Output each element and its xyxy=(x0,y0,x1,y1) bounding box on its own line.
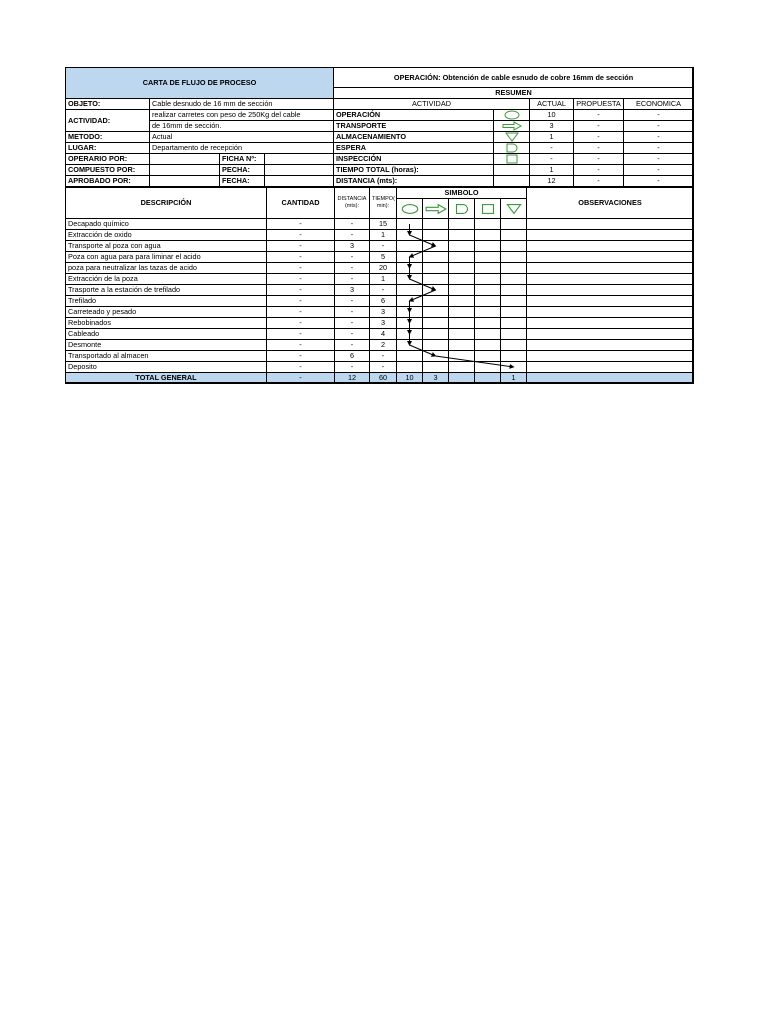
step-symbol-cell xyxy=(475,329,501,340)
step-symbol-cell xyxy=(423,307,449,318)
summary-transporte-economica: - xyxy=(624,121,694,132)
step-symbol-cell xyxy=(423,340,449,351)
symbol-column-operation xyxy=(397,199,423,219)
step-cantidad: - xyxy=(267,362,335,373)
step-symbol-cell xyxy=(475,362,501,373)
step-symbol-cell xyxy=(397,329,423,340)
step-distancia: - xyxy=(335,230,370,241)
symbol-column-transport xyxy=(423,199,449,219)
step-cantidad: - xyxy=(267,285,335,296)
table-row xyxy=(66,307,694,318)
summary-tiempo-total-horas-label: TIEMPO TOTAL (horas): xyxy=(334,165,494,176)
table-row xyxy=(66,274,694,285)
distancia-header xyxy=(335,187,370,219)
step-symbol-cell xyxy=(475,296,501,307)
table-row xyxy=(66,329,694,340)
step-symbol-cell xyxy=(423,230,449,241)
step-tiempo: 1 xyxy=(370,274,397,285)
step-symbol-cell xyxy=(501,241,527,252)
total-transporte: 3 xyxy=(423,373,449,384)
step-symbol-cell xyxy=(449,307,475,318)
summary-tiempo-total-horas-propuesta: - xyxy=(574,165,624,176)
process-flow-chart-sheet xyxy=(65,67,693,384)
step-symbol-cell xyxy=(475,340,501,351)
table-row xyxy=(66,362,694,373)
step-symbol-cell xyxy=(423,219,449,230)
step-cantidad: - xyxy=(267,318,335,329)
summary-distancia-mts-economica: - xyxy=(624,176,694,187)
total-distancia: 12 xyxy=(335,373,370,384)
step-symbol-cell xyxy=(475,318,501,329)
step-observaciones[interactable] xyxy=(527,318,694,329)
step-symbol-cell xyxy=(501,318,527,329)
step-cantidad: - xyxy=(267,263,335,274)
step-tiempo: 15 xyxy=(370,219,397,230)
summary-operaci-n-actual: 10 xyxy=(530,110,574,121)
step-symbol-cell xyxy=(475,241,501,252)
symbol-column-storage xyxy=(501,199,527,219)
step-distancia: - xyxy=(335,307,370,318)
step-symbol-cell xyxy=(475,285,501,296)
step-descripcion: Extracción de oxido xyxy=(66,230,267,241)
step-symbol-cell xyxy=(501,296,527,307)
step-observaciones[interactable] xyxy=(527,252,694,263)
summary-tiempo-total-horas-actual: 1 xyxy=(530,165,574,176)
step-symbol-cell xyxy=(475,219,501,230)
aprobado-label: APROBADO POR: xyxy=(66,176,150,187)
summary-distancia-mts-propuesta: - xyxy=(574,176,624,187)
step-symbol-cell xyxy=(501,219,527,230)
step-symbol-cell xyxy=(449,263,475,274)
steps-table xyxy=(65,186,694,384)
step-symbol-cell xyxy=(475,307,501,318)
step-descripcion: Cableado xyxy=(66,329,267,340)
step-symbol-cell xyxy=(397,241,423,252)
table-row xyxy=(66,241,694,252)
step-observaciones[interactable] xyxy=(527,241,694,252)
step-symbol-cell xyxy=(475,252,501,263)
step-symbol-cell xyxy=(449,296,475,307)
table-row xyxy=(66,296,694,307)
step-symbol-cell xyxy=(501,230,527,241)
step-symbol-cell xyxy=(449,274,475,285)
summary-actual-header: ACTUAL xyxy=(530,99,574,110)
step-observaciones[interactable] xyxy=(527,362,694,373)
step-observaciones[interactable] xyxy=(527,274,694,285)
distancia-header-line-1: DISTANCIA xyxy=(337,196,367,202)
step-descripcion: Decapado químico xyxy=(66,219,267,230)
step-descripcion: Extracción de la poza xyxy=(66,274,267,285)
step-symbol-cell xyxy=(449,285,475,296)
inspection-square-icon xyxy=(477,202,499,216)
summary-operaci-n-propuesta: - xyxy=(574,110,624,121)
step-symbol-cell xyxy=(449,230,475,241)
summary-transporte-propuesta: - xyxy=(574,121,624,132)
summary-espera-label: ESPERA xyxy=(334,143,494,154)
step-symbol-cell xyxy=(449,219,475,230)
compuesto-label: COMPUESTO POR: xyxy=(66,165,150,176)
total-cantidad: - xyxy=(267,373,335,384)
total-tiempo: 60 xyxy=(370,373,397,384)
storage-triangle-icon xyxy=(501,132,523,142)
summary-actividad-header: ACTIVIDAD xyxy=(334,99,530,110)
summary-distancia-mts-actual: 12 xyxy=(530,176,574,187)
table-row xyxy=(66,230,694,241)
pecha-label: PECHA: xyxy=(220,165,265,176)
summary-operaci-n-label: OPERACIÓN xyxy=(334,110,494,121)
resumen-title: RESUMEN xyxy=(334,88,694,99)
step-distancia: - xyxy=(335,252,370,263)
summary-transporte-actual: 3 xyxy=(530,121,574,132)
step-symbol-cell xyxy=(397,362,423,373)
summary-operaci-n-economica: - xyxy=(624,110,694,121)
step-distancia: 3 xyxy=(335,285,370,296)
step-symbol-cell xyxy=(501,252,527,263)
objeto-label: OBJETO: xyxy=(66,99,150,110)
tiempo-header-line-1: TIEMPO( xyxy=(372,196,395,202)
step-symbol-cell xyxy=(423,252,449,263)
chart-title: CARTA DE FLUJO DE PROCESO xyxy=(66,68,334,99)
summary-almacenamiento-symbol xyxy=(494,132,530,143)
step-symbol-cell xyxy=(397,252,423,263)
observaciones-header: OBSERVACIONES xyxy=(527,187,694,219)
summary-inspecci-n-propuesta: - xyxy=(574,154,624,165)
step-distancia: - xyxy=(335,318,370,329)
step-tiempo: 1 xyxy=(370,230,397,241)
cantidad-header: CANTIDAD xyxy=(267,187,335,219)
transport-arrow-icon xyxy=(501,121,523,131)
step-symbol-cell xyxy=(397,219,423,230)
simbolo-header: SIMBOLO xyxy=(397,187,527,199)
step-symbol-cell xyxy=(423,274,449,285)
step-descripcion: Poza con agua para para liminar el acido xyxy=(66,252,267,263)
fecha-value[interactable] xyxy=(265,176,334,187)
step-symbol-cell xyxy=(501,307,527,318)
step-symbol-cell xyxy=(501,285,527,296)
step-symbol-cell xyxy=(501,362,527,373)
objeto-value: Cable desnudo de 16 mm de sección xyxy=(150,99,334,110)
step-distancia: - xyxy=(335,263,370,274)
step-symbol-cell xyxy=(449,241,475,252)
summary-distancia-mts-label: DISTANCIA (mts): xyxy=(334,176,494,187)
step-symbol-cell xyxy=(397,274,423,285)
step-symbol-cell xyxy=(423,241,449,252)
step-tiempo: 3 xyxy=(370,307,397,318)
total-almacenamiento: 1 xyxy=(501,373,527,384)
step-observaciones[interactable] xyxy=(527,351,694,362)
step-observaciones[interactable] xyxy=(527,307,694,318)
step-symbol-cell xyxy=(475,351,501,362)
ficha-label: FICHA Nº: xyxy=(220,154,265,165)
step-descripcion: Carreteado y pesado xyxy=(66,307,267,318)
actividad-label: ACTIVIDAD: xyxy=(66,110,150,132)
summary-espera-propuesta: - xyxy=(574,143,624,154)
step-cantidad: - xyxy=(267,296,335,307)
delay-d-icon xyxy=(451,202,473,216)
metodo-value: Actual xyxy=(150,132,334,143)
total-label: TOTAL GENERAL xyxy=(66,373,267,384)
step-symbol-cell xyxy=(397,296,423,307)
step-tiempo: 2 xyxy=(370,340,397,351)
step-symbol-cell xyxy=(423,285,449,296)
step-descripcion: Rebobinados xyxy=(66,318,267,329)
step-cantidad: - xyxy=(267,252,335,263)
aprobado-value[interactable] xyxy=(150,176,220,187)
step-symbol-cell xyxy=(449,340,475,351)
step-symbol-cell xyxy=(449,362,475,373)
transport-arrow-icon xyxy=(425,202,447,216)
step-tiempo: 4 xyxy=(370,329,397,340)
step-symbol-cell xyxy=(397,351,423,362)
step-descripcion: Transportado al almacen xyxy=(66,351,267,362)
symbol-column-delay xyxy=(449,199,475,219)
summary-almacenamiento-propuesta: - xyxy=(574,132,624,143)
step-cantidad: - xyxy=(267,307,335,318)
step-cantidad: - xyxy=(267,219,335,230)
tiempo-header xyxy=(370,187,397,219)
actividad-value-line-1: realizar carretes con peso de 250Kg del cable xyxy=(150,110,334,121)
step-symbol-cell xyxy=(423,329,449,340)
summary-inspecci-n-label: INSPECCIÓN xyxy=(334,154,494,165)
step-descripcion: Transporte al poza con agua xyxy=(66,241,267,252)
table-row xyxy=(66,219,694,230)
step-cantidad: - xyxy=(267,329,335,340)
step-distancia: - xyxy=(335,340,370,351)
step-observaciones[interactable] xyxy=(527,230,694,241)
step-descripcion: Trasporte a la estación de trefilado xyxy=(66,285,267,296)
step-distancia: - xyxy=(335,274,370,285)
step-tiempo: 5 xyxy=(370,252,397,263)
step-symbol-cell xyxy=(501,351,527,362)
step-symbol-cell xyxy=(423,263,449,274)
step-descripcion: Desmonte xyxy=(66,340,267,351)
step-distancia: - xyxy=(335,219,370,230)
total-operacion: 10 xyxy=(397,373,423,384)
inspection-square-icon xyxy=(501,154,523,164)
total-observaciones xyxy=(527,373,694,384)
step-symbol-cell xyxy=(475,274,501,285)
step-cantidad: - xyxy=(267,241,335,252)
operario-label: OPERARIO POR: xyxy=(66,154,150,165)
summary-inspecci-n-actual: - xyxy=(530,154,574,165)
step-symbol-cell xyxy=(501,263,527,274)
step-symbol-cell xyxy=(397,340,423,351)
step-symbol-cell xyxy=(501,340,527,351)
step-observaciones[interactable] xyxy=(527,296,694,307)
step-symbol-cell xyxy=(397,318,423,329)
step-distancia: 6 xyxy=(335,351,370,362)
summary-transporte-label: TRANSPORTE xyxy=(334,121,494,132)
step-symbol-cell xyxy=(449,351,475,362)
step-symbol-cell xyxy=(397,285,423,296)
step-distancia: 3 xyxy=(335,241,370,252)
total-inspeccion xyxy=(475,373,501,384)
storage-triangle-icon xyxy=(503,202,525,216)
step-symbol-cell xyxy=(501,274,527,285)
tiempo-header-line-2: min): xyxy=(376,203,390,209)
summary-espera-symbol xyxy=(494,143,530,154)
operation-circle-icon xyxy=(501,110,523,120)
step-symbol-cell xyxy=(397,307,423,318)
step-tiempo: - xyxy=(370,351,397,362)
summary-espera-economica: - xyxy=(624,143,694,154)
step-observaciones[interactable] xyxy=(527,219,694,230)
summary-inspecci-n-economica: - xyxy=(624,154,694,165)
table-row xyxy=(66,263,694,274)
ficha-value[interactable] xyxy=(265,154,334,165)
step-cantidad: - xyxy=(267,340,335,351)
step-symbol-cell xyxy=(449,329,475,340)
step-descripcion: Deposito xyxy=(66,362,267,373)
lugar-label: LUGAR: xyxy=(66,143,150,154)
summary-economica-header: ECONOMICA xyxy=(624,99,694,110)
step-symbol-cell xyxy=(475,263,501,274)
step-tiempo: - xyxy=(370,362,397,373)
total-espera xyxy=(449,373,475,384)
summary-almacenamiento-label: ALMACENAMIENTO xyxy=(334,132,494,143)
symbol-column-inspection xyxy=(475,199,501,219)
pecha-value[interactable] xyxy=(265,165,334,176)
step-symbol-cell xyxy=(423,362,449,373)
summary-transporte-symbol xyxy=(494,121,530,132)
step-tiempo: 3 xyxy=(370,318,397,329)
step-descripcion: Trefilado xyxy=(66,296,267,307)
step-tiempo: - xyxy=(370,285,397,296)
step-distancia: - xyxy=(335,329,370,340)
step-distancia: - xyxy=(335,362,370,373)
step-symbol-cell xyxy=(423,351,449,362)
summary-inspecci-n-symbol xyxy=(494,154,530,165)
step-symbol-cell xyxy=(449,318,475,329)
table-row xyxy=(66,285,694,296)
step-observaciones[interactable] xyxy=(527,263,694,274)
summary-almacenamiento-economica: - xyxy=(624,132,694,143)
summary-almacenamiento-actual: 1 xyxy=(530,132,574,143)
compuesto-value[interactable] xyxy=(150,165,220,176)
table-row xyxy=(66,318,694,329)
operario-value[interactable] xyxy=(150,154,220,165)
metodo-label: METODO: xyxy=(66,132,150,143)
operation-title: OPERACIÓN: Obtención de cable esnudo de cobre 16mm de sección xyxy=(334,68,694,88)
table-row xyxy=(66,340,694,351)
step-symbol-cell xyxy=(423,296,449,307)
summary-tiempo-total-horas-symbol xyxy=(494,165,530,176)
actividad-value-line-2: de 16mm de sección. xyxy=(150,121,334,132)
step-symbol-cell xyxy=(397,230,423,241)
step-observaciones[interactable] xyxy=(527,329,694,340)
process-flow-table xyxy=(65,67,694,110)
step-symbol-cell xyxy=(501,329,527,340)
step-observaciones[interactable] xyxy=(527,285,694,296)
operation-circle-icon xyxy=(399,202,421,216)
lugar-value: Departamento de recepción xyxy=(150,143,334,154)
step-symbol-cell xyxy=(397,263,423,274)
delay-d-icon xyxy=(501,143,523,153)
step-tiempo: - xyxy=(370,241,397,252)
info-summary-table xyxy=(65,109,694,187)
fecha-label: FECHA: xyxy=(220,176,265,187)
step-symbol-cell xyxy=(449,252,475,263)
step-tiempo: 20 xyxy=(370,263,397,274)
distancia-header-line-2: (mts): xyxy=(344,203,360,209)
table-row xyxy=(66,252,694,263)
step-descripcion: poza para neutralizar las tazas de acido xyxy=(66,263,267,274)
step-cantidad: - xyxy=(267,230,335,241)
step-symbol-cell xyxy=(423,318,449,329)
step-distancia: - xyxy=(335,296,370,307)
summary-espera-actual: - xyxy=(530,143,574,154)
step-observaciones[interactable] xyxy=(527,340,694,351)
step-cantidad: - xyxy=(267,274,335,285)
descripcion-header: DESCRIPCIÓN xyxy=(66,187,267,219)
step-tiempo: 6 xyxy=(370,296,397,307)
summary-distancia-mts-symbol xyxy=(494,176,530,187)
summary-operaci-n-symbol xyxy=(494,110,530,121)
table-row xyxy=(66,351,694,362)
summary-propuesta-header: PROPUESTA xyxy=(574,99,624,110)
step-symbol-cell xyxy=(475,230,501,241)
summary-tiempo-total-horas-economica: - xyxy=(624,165,694,176)
step-cantidad: - xyxy=(267,351,335,362)
